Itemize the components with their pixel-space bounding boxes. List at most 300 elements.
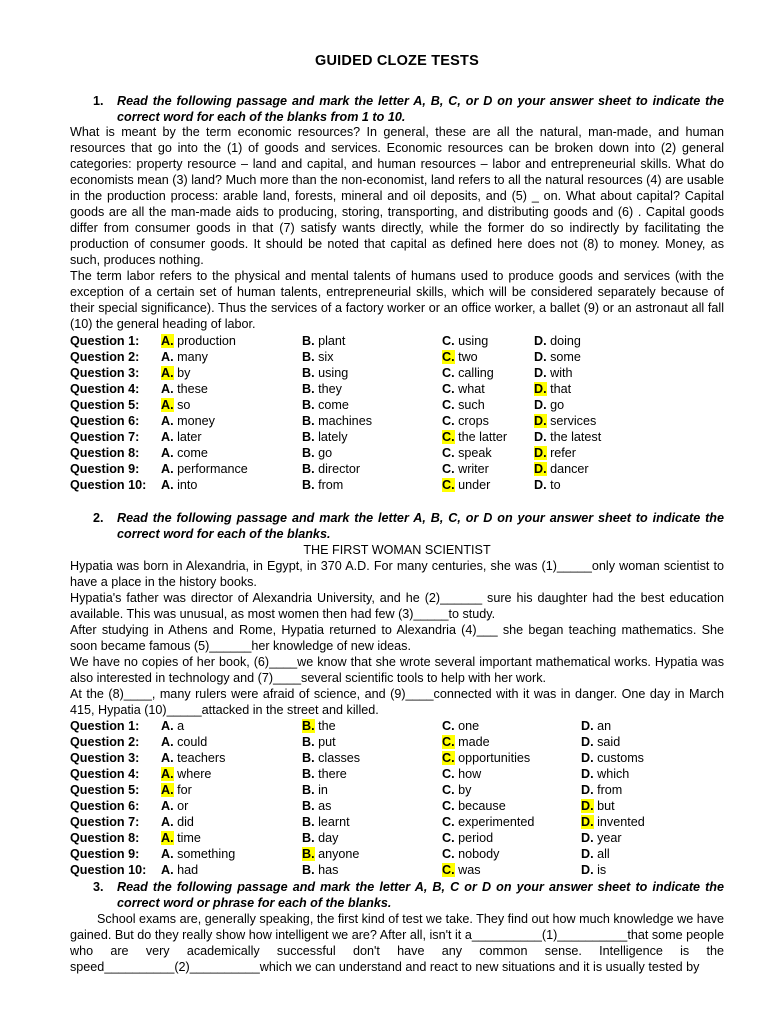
answer-text: in bbox=[314, 783, 328, 797]
answer-option[interactable] bbox=[161, 830, 201, 846]
answer-letter: B. bbox=[302, 446, 315, 460]
question-label: Question 8: bbox=[70, 831, 140, 845]
answer-text: a bbox=[173, 719, 185, 733]
section1-instruction-text: Read the following passage and mark the letter A, B, C, or D on your answer sheet to indicate the correct word for each of the blanks from 1 to 10. bbox=[117, 94, 724, 124]
answer-letter-highlighted: A. bbox=[161, 366, 174, 380]
answer-text: but bbox=[593, 799, 615, 813]
answer-text: the latter bbox=[454, 430, 508, 444]
answer-option[interactable] bbox=[302, 862, 338, 878]
section2-paragraph: We have no copies of her book, (6)____we know that she wrote several important mathematical works. Hypatia was also interested in technology and (7)____several scientific tools to help with her work. bbox=[70, 655, 724, 685]
answer-text: there bbox=[314, 767, 347, 781]
answer-text: made bbox=[454, 735, 490, 749]
answer-text: one bbox=[454, 719, 480, 733]
section2-passage bbox=[70, 558, 724, 718]
answer-option[interactable] bbox=[161, 477, 197, 493]
answer-option[interactable] bbox=[161, 333, 236, 349]
answer-option[interactable] bbox=[161, 413, 215, 429]
question-label: Question 8: bbox=[70, 446, 140, 460]
answer-letter: D. bbox=[581, 735, 594, 749]
answer-option[interactable] bbox=[581, 798, 615, 814]
answer-text: so bbox=[173, 398, 191, 412]
answer-option[interactable] bbox=[581, 750, 644, 766]
answer-letter: D. bbox=[534, 334, 547, 348]
answer-letter: B. bbox=[302, 430, 315, 444]
answer-text: year bbox=[593, 831, 622, 845]
answer-letter: C. bbox=[442, 799, 455, 813]
answer-option[interactable] bbox=[161, 349, 208, 365]
answer-text: as bbox=[314, 799, 332, 813]
answer-text: speak bbox=[454, 446, 492, 460]
question-row bbox=[70, 365, 724, 381]
answer-letter-highlighted: D. bbox=[534, 414, 547, 428]
answer-option[interactable] bbox=[581, 830, 622, 846]
answer-option[interactable] bbox=[442, 477, 490, 493]
answer-letter: C. bbox=[442, 831, 455, 845]
answer-letter: B. bbox=[302, 414, 315, 428]
answer-option[interactable] bbox=[442, 365, 494, 381]
question-row bbox=[70, 766, 724, 782]
answer-text: many bbox=[173, 350, 208, 364]
section1-paragraph: The term labor refers to the physical and mental talents of humans used to produce goods and services (with the exception of a certain set of human talents, entrepreneurial skills, which will be considered separately because of their special significance). Thus the services of a factory worker or an office worker, a ballet (9) or an astronaut all fall (10) the general heading of labor. bbox=[70, 269, 724, 331]
question-row bbox=[70, 429, 724, 445]
answer-option[interactable] bbox=[161, 445, 208, 461]
answer-option[interactable] bbox=[161, 734, 207, 750]
answer-option[interactable] bbox=[581, 734, 620, 750]
answer-text: was bbox=[454, 863, 481, 877]
answer-letter: B. bbox=[302, 334, 315, 348]
answer-letter-highlighted: C. bbox=[442, 863, 455, 877]
answer-letter-highlighted: B. bbox=[302, 719, 315, 733]
question-label: Question 7: bbox=[70, 815, 140, 829]
question-row bbox=[70, 381, 724, 397]
answer-letter: D. bbox=[581, 847, 594, 861]
answer-text: services bbox=[546, 414, 597, 428]
answer-letter-highlighted: D. bbox=[581, 815, 594, 829]
answer-letter-highlighted: C. bbox=[442, 430, 455, 444]
section2-subtitle: THE FIRST WOMAN SCIENTIST bbox=[303, 543, 491, 557]
question-row bbox=[70, 397, 724, 413]
section3-passage: School exams are, generally speaking, the first kind of test we take. They find out how much knowledge we have gained. But do they really show how intelligent we are? After all, isn't it a__________(1)__________that some people who are very academically successful don't have any common sense. Intelligence is the speed__________(2)__________which we can understand and react to new situations and it is usually tested by bbox=[70, 912, 725, 974]
answer-option[interactable] bbox=[442, 846, 499, 862]
answer-letter-highlighted: A. bbox=[161, 831, 174, 845]
answer-letter: A. bbox=[161, 414, 174, 428]
section3-instruction-text: Read the following passage and mark the letter A, B, C or D on your answer sheet to indicate the correct word or phrase for each of the blanks. bbox=[117, 880, 724, 910]
answer-letter-highlighted: A. bbox=[161, 767, 174, 781]
section1-paragraph: What is meant by the term economic resources? In general, these are all the natural, man-made, and human resources that go into the (1) of goods and services. Economic resources can be broken down into (2) general categories: property resource – land and capital, and human resources – labor and entrepreneurial skills. What do economists mean (3) land? Much more than the non-economist, land refers to all the natural resources (4) are usable in the production process: arable land, forests, mineral and oil deposits, and (5) _ on. What about capital? Capital goods are all the man-made aids to producing, storing, transporting, and distributing goods and (6) . Capital goods differ from consumer goods in that (7) satisfy wants directly, while the former do so indirectly by facilitating the production of consumer goods. It should be noted that capital as defined here does not (8) to money. Money, as such, produces nothing. bbox=[70, 125, 724, 267]
answer-text: put bbox=[314, 735, 336, 749]
answer-letter-highlighted: C. bbox=[442, 735, 455, 749]
question-row bbox=[70, 750, 724, 766]
answer-text: the latest bbox=[546, 430, 602, 444]
question-label: Question 1: bbox=[70, 334, 140, 348]
answer-text: money bbox=[173, 414, 215, 428]
answer-option[interactable] bbox=[581, 862, 606, 878]
question-label: Question 3: bbox=[70, 366, 140, 380]
answer-letter: D. bbox=[534, 398, 547, 412]
answer-text: classes bbox=[314, 751, 361, 765]
answer-option[interactable] bbox=[161, 798, 188, 814]
question-label: Question 5: bbox=[70, 398, 140, 412]
answer-text: go bbox=[546, 398, 565, 412]
answer-letter: A. bbox=[161, 719, 174, 733]
answer-text: into bbox=[173, 478, 198, 492]
question-row bbox=[70, 830, 724, 846]
answer-option[interactable] bbox=[302, 734, 336, 750]
answer-option[interactable] bbox=[534, 381, 571, 397]
answer-text: anyone bbox=[314, 847, 360, 861]
section1-instruction bbox=[93, 93, 724, 125]
answer-option[interactable] bbox=[302, 782, 328, 798]
answer-option[interactable] bbox=[534, 461, 589, 477]
answer-option[interactable] bbox=[442, 381, 485, 397]
answer-text: period bbox=[454, 831, 494, 845]
answer-letter: A. bbox=[161, 735, 174, 749]
answer-text: that bbox=[546, 382, 572, 396]
answer-text: could bbox=[173, 735, 208, 749]
answer-text: what bbox=[454, 382, 485, 396]
answer-letter: A. bbox=[161, 815, 174, 829]
answer-text: which bbox=[593, 767, 630, 781]
question-row bbox=[70, 734, 724, 750]
answer-option[interactable] bbox=[302, 750, 360, 766]
answer-option[interactable] bbox=[302, 445, 332, 461]
answer-option[interactable] bbox=[302, 349, 333, 365]
answer-option[interactable] bbox=[161, 718, 184, 734]
section2-instruction-text: Read the following passage and mark the letter A, B, C, or D on your answer sheet to indicate the correct word for each of the blanks. bbox=[117, 511, 724, 541]
answer-letter: D. bbox=[581, 751, 594, 765]
question-label: Question 1: bbox=[70, 719, 140, 733]
answer-option[interactable] bbox=[442, 461, 489, 477]
answer-text: day bbox=[314, 831, 339, 845]
question-label: Question 4: bbox=[70, 382, 140, 396]
answer-text: all bbox=[593, 847, 610, 861]
answer-option[interactable] bbox=[161, 782, 192, 798]
answer-text: because bbox=[454, 799, 506, 813]
answer-option[interactable] bbox=[534, 429, 601, 445]
answer-option[interactable] bbox=[534, 413, 596, 429]
section1-question-table bbox=[70, 333, 724, 493]
answer-text: or bbox=[173, 799, 189, 813]
answer-option[interactable] bbox=[581, 718, 611, 734]
answer-text: for bbox=[173, 783, 192, 797]
answer-letter: C. bbox=[442, 334, 455, 348]
answer-option[interactable] bbox=[442, 782, 471, 798]
answer-option[interactable] bbox=[161, 381, 208, 397]
answer-letter: A. bbox=[161, 382, 174, 396]
answer-option[interactable] bbox=[442, 349, 478, 365]
section2-paragraph: Hypatia was born in Alexandria, in Egypt, in 370 A.D. For many centuries, she was (1)_____only woman scientist to have a place in the history books. bbox=[70, 559, 724, 589]
answer-text: teachers bbox=[173, 751, 226, 765]
page-title: GUIDED CLOZE TESTS bbox=[315, 53, 479, 69]
answer-letter: B. bbox=[302, 767, 315, 781]
section2-number: 2. bbox=[93, 511, 104, 525]
answer-option[interactable] bbox=[302, 830, 338, 846]
answer-letter: B. bbox=[302, 382, 315, 396]
answer-letter: A. bbox=[161, 478, 174, 492]
answer-letter: B. bbox=[302, 863, 315, 877]
answer-option[interactable] bbox=[161, 397, 190, 413]
answer-letter: B. bbox=[302, 815, 315, 829]
answer-text: they bbox=[314, 382, 342, 396]
section1-number: 1. bbox=[93, 94, 104, 108]
answer-letter-highlighted: A. bbox=[161, 398, 174, 412]
answer-option[interactable] bbox=[442, 333, 488, 349]
answer-option[interactable] bbox=[534, 333, 581, 349]
answer-option[interactable] bbox=[581, 814, 645, 830]
question-row bbox=[70, 413, 724, 429]
answer-option[interactable] bbox=[581, 846, 610, 862]
answer-text: two bbox=[454, 350, 478, 364]
answer-option[interactable] bbox=[302, 397, 349, 413]
answer-option[interactable] bbox=[581, 766, 629, 782]
answer-text: did bbox=[173, 815, 194, 829]
answer-option[interactable] bbox=[534, 397, 564, 413]
answer-option[interactable] bbox=[534, 365, 573, 381]
question-label: Question 7: bbox=[70, 430, 140, 444]
answer-letter: C. bbox=[442, 398, 455, 412]
question-row bbox=[70, 862, 724, 878]
answer-text: go bbox=[314, 446, 333, 460]
answer-text: learnt bbox=[314, 815, 350, 829]
answer-letter: D. bbox=[534, 430, 547, 444]
answer-letter: C. bbox=[442, 783, 455, 797]
answer-option[interactable] bbox=[161, 766, 211, 782]
answer-letter: C. bbox=[442, 382, 455, 396]
section3-instruction bbox=[93, 879, 724, 911]
answer-text: with bbox=[546, 366, 573, 380]
answer-text: plant bbox=[314, 334, 346, 348]
question-row bbox=[70, 782, 724, 798]
answer-text: nobody bbox=[454, 847, 500, 861]
section2-paragraph: Hypatia's father was director of Alexandria University, and he (2)______ sure his daughter had the best education available. This was unusual, as most women then had few (3)_____to study. bbox=[70, 591, 724, 621]
answer-option[interactable] bbox=[161, 365, 190, 381]
answer-letter: C. bbox=[442, 719, 455, 733]
answer-letter: B. bbox=[302, 783, 315, 797]
question-row bbox=[70, 461, 724, 477]
answer-text: by bbox=[454, 783, 472, 797]
answer-text: experimented bbox=[454, 815, 535, 829]
answer-option[interactable] bbox=[534, 349, 581, 365]
section2-paragraph: At the (8)____, many rulers were afraid of science, and (9)____connected with it was in danger. One day in March 415, Hypatia (10)_____attacked in the street and killed. bbox=[70, 687, 724, 717]
question-row bbox=[70, 445, 724, 461]
answer-letter: B. bbox=[302, 398, 315, 412]
answer-option[interactable] bbox=[302, 477, 343, 493]
answer-text: doing bbox=[546, 334, 581, 348]
answer-letter: D. bbox=[581, 831, 594, 845]
answer-letter: B. bbox=[302, 831, 315, 845]
section2-instruction bbox=[93, 510, 724, 542]
question-row bbox=[70, 477, 724, 493]
answer-option[interactable] bbox=[442, 734, 490, 750]
answer-option[interactable] bbox=[302, 429, 348, 445]
answer-text: machines bbox=[314, 414, 372, 428]
answer-text: opportunities bbox=[454, 751, 531, 765]
answer-letter: C. bbox=[442, 414, 455, 428]
answer-option[interactable] bbox=[161, 429, 202, 445]
question-row bbox=[70, 718, 724, 734]
answer-text: to bbox=[546, 478, 561, 492]
answer-option[interactable] bbox=[161, 846, 235, 862]
answer-letter: D. bbox=[534, 350, 547, 364]
answer-letter-highlighted: C. bbox=[442, 350, 455, 364]
answer-letter: A. bbox=[161, 847, 174, 861]
answer-option[interactable] bbox=[302, 381, 342, 397]
section1-passage bbox=[70, 124, 724, 332]
answer-text: refer bbox=[546, 446, 576, 460]
answer-text: using bbox=[454, 334, 489, 348]
question-label: Question 6: bbox=[70, 799, 140, 813]
answer-option[interactable] bbox=[302, 814, 350, 830]
question-label: Question 5: bbox=[70, 783, 140, 797]
answer-option[interactable] bbox=[442, 814, 534, 830]
answer-letter: B. bbox=[302, 366, 315, 380]
answer-text: production bbox=[173, 334, 236, 348]
question-label: Question 9: bbox=[70, 462, 140, 476]
answer-option[interactable] bbox=[302, 365, 348, 381]
answer-text: an bbox=[593, 719, 612, 733]
answer-text: come bbox=[173, 446, 208, 460]
question-row bbox=[70, 846, 724, 862]
question-label: Question 6: bbox=[70, 414, 140, 428]
answer-text: how bbox=[454, 767, 482, 781]
answer-text: time bbox=[173, 831, 201, 845]
answer-text: crops bbox=[454, 414, 489, 428]
question-label: Question 4: bbox=[70, 767, 140, 781]
answer-option[interactable] bbox=[442, 750, 530, 766]
answer-option[interactable] bbox=[442, 766, 481, 782]
answer-text: from bbox=[314, 478, 344, 492]
answer-letter: B. bbox=[302, 462, 315, 476]
answer-text: is bbox=[593, 863, 607, 877]
answer-option[interactable] bbox=[442, 862, 481, 878]
answer-letter-highlighted: D. bbox=[534, 462, 547, 476]
answer-option[interactable] bbox=[442, 718, 479, 734]
answer-text: writer bbox=[454, 462, 489, 476]
answer-letter: C. bbox=[442, 815, 455, 829]
answer-option[interactable] bbox=[442, 429, 507, 445]
answer-option[interactable] bbox=[442, 413, 489, 429]
answer-letter-highlighted: B. bbox=[302, 847, 315, 861]
answer-option[interactable] bbox=[302, 798, 331, 814]
answer-letter: A. bbox=[161, 446, 174, 460]
answer-text: some bbox=[546, 350, 581, 364]
section3-number: 3. bbox=[93, 880, 104, 894]
answer-option[interactable] bbox=[581, 782, 622, 798]
answer-option[interactable] bbox=[161, 750, 225, 766]
answer-text: the bbox=[314, 719, 336, 733]
answer-letter: B. bbox=[302, 735, 315, 749]
answer-text: six bbox=[314, 350, 334, 364]
answer-letter-highlighted: D. bbox=[534, 382, 547, 396]
question-row bbox=[70, 333, 724, 349]
answer-letter: B. bbox=[302, 478, 315, 492]
answer-option[interactable] bbox=[442, 798, 506, 814]
answer-letter: D. bbox=[534, 366, 547, 380]
question-label: Question 9: bbox=[70, 847, 140, 861]
answer-letter: C. bbox=[442, 462, 455, 476]
answer-letter-highlighted: D. bbox=[534, 446, 547, 460]
answer-option[interactable] bbox=[161, 461, 248, 477]
answer-letter: B. bbox=[302, 799, 315, 813]
section2-question-table bbox=[70, 718, 724, 878]
answer-option[interactable] bbox=[302, 766, 347, 782]
answer-letter: D. bbox=[581, 783, 594, 797]
answer-letter-highlighted: A. bbox=[161, 783, 174, 797]
answer-letter: C. bbox=[442, 767, 455, 781]
answer-text: dancer bbox=[546, 462, 589, 476]
question-label: Question 2: bbox=[70, 735, 140, 749]
answer-text: from bbox=[593, 783, 623, 797]
answer-option[interactable] bbox=[302, 413, 372, 429]
answer-letter: D. bbox=[581, 767, 594, 781]
answer-letter: A. bbox=[161, 430, 174, 444]
answer-option[interactable] bbox=[161, 814, 194, 830]
answer-letter: C. bbox=[442, 446, 455, 460]
answer-letter: C. bbox=[442, 366, 455, 380]
question-label: Question 2: bbox=[70, 350, 140, 364]
section2-paragraph: After studying in Athens and Rome, Hypatia returned to Alexandria (4)___ she began teaching mathematics. She soon became famous (5)______her knowledge of new ideas. bbox=[70, 623, 724, 653]
answer-letter: B. bbox=[302, 350, 315, 364]
question-label: Question 3: bbox=[70, 751, 140, 765]
answer-letter: D. bbox=[581, 719, 594, 733]
question-row bbox=[70, 798, 724, 814]
answer-text: director bbox=[314, 462, 361, 476]
answer-text: invented bbox=[593, 815, 645, 829]
answer-option[interactable] bbox=[302, 718, 336, 734]
answer-letter: B. bbox=[302, 751, 315, 765]
answer-text: such bbox=[454, 398, 485, 412]
answer-letter-highlighted: C. bbox=[442, 478, 455, 492]
question-label: Question 10: bbox=[70, 863, 147, 877]
question-row bbox=[70, 349, 724, 365]
answer-text: calling bbox=[454, 366, 494, 380]
answer-text: performance bbox=[173, 462, 248, 476]
answer-letter-highlighted: C. bbox=[442, 751, 455, 765]
answer-letter: C. bbox=[442, 847, 455, 861]
answer-letter-highlighted: D. bbox=[581, 799, 594, 813]
answer-letter: A. bbox=[161, 751, 174, 765]
answer-option[interactable] bbox=[534, 477, 561, 493]
answer-text: customs bbox=[593, 751, 644, 765]
answer-letter: D. bbox=[534, 478, 547, 492]
answer-letter: A. bbox=[161, 462, 174, 476]
answer-text: said bbox=[593, 735, 621, 749]
answer-option[interactable] bbox=[442, 445, 492, 461]
answer-text: these bbox=[173, 382, 208, 396]
answer-text: under bbox=[454, 478, 491, 492]
answer-letter: D. bbox=[581, 863, 594, 877]
answer-text: lately bbox=[314, 430, 348, 444]
answer-option[interactable] bbox=[442, 397, 485, 413]
answer-letter: A. bbox=[161, 863, 174, 877]
answer-option[interactable] bbox=[302, 333, 345, 349]
answer-option[interactable] bbox=[442, 830, 493, 846]
answer-option[interactable] bbox=[534, 445, 576, 461]
answer-text: where bbox=[173, 767, 212, 781]
answer-option[interactable] bbox=[161, 862, 198, 878]
answer-text: has bbox=[314, 863, 339, 877]
question-label: Question 10: bbox=[70, 478, 147, 492]
answer-text: using bbox=[314, 366, 349, 380]
question-row bbox=[70, 814, 724, 830]
answer-option[interactable] bbox=[302, 846, 359, 862]
answer-letter-highlighted: A. bbox=[161, 334, 174, 348]
answer-text: come bbox=[314, 398, 349, 412]
answer-letter: A. bbox=[161, 799, 174, 813]
answer-option[interactable] bbox=[302, 461, 360, 477]
answer-text: by bbox=[173, 366, 191, 380]
answer-text: had bbox=[173, 863, 199, 877]
